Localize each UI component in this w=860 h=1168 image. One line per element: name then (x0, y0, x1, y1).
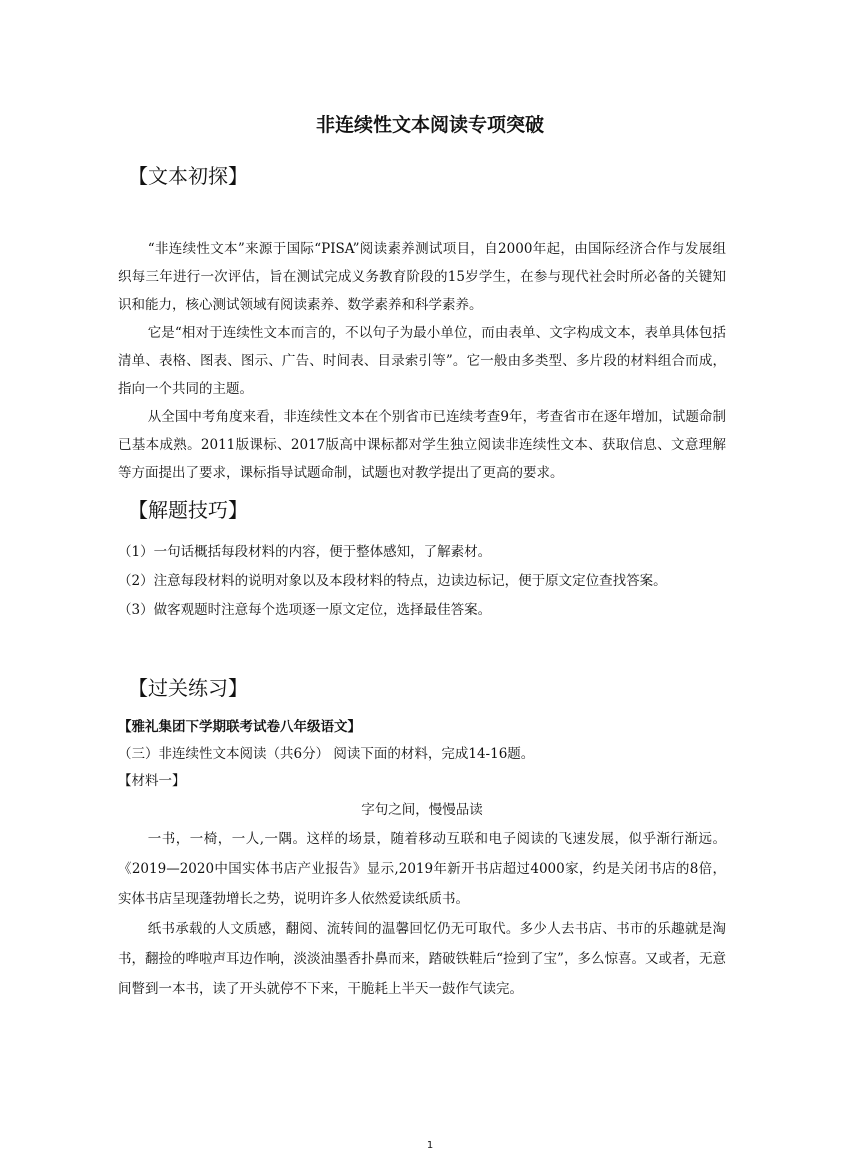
intro-paragraph: 它是“相对于连续性文本而言的，不以句子为最小单位，而由表单、文字构成文本，表单具体包括清单、表格、图表、图示、广告、时间表、目录索引等”。它一般由多类型、多片段的材料组合而成，指向一个共同的主题。 (118, 325, 726, 397)
article-paragraph: 纸书承载的人文质感，翻阅、流转间的温馨回忆仍无可取代。多少人去书店、书市的乐趣就是淘书，翻捡的哗啦声耳边作响，淡淡油墨香扑鼻而来，踏破铁鞋后“捡到了宝”，多么惊喜。又或者，无意间瞥到一本书，读了开头就停不下来，干脆耗上半天一鼓作气读完。 (118, 921, 726, 997)
section-heading-tips: 【解题技巧】 (128, 498, 248, 522)
page-number: 1 (426, 1140, 434, 1151)
intro-paragraph: 从全国中考角度来看，非连续性文本在个别省市已连续考查9年，考查省市在逐年增加，试题命制已基本成熟。2011版课标、2017版高中课标都对学生独立阅读非连续性文本、获取信息、文意理解等方面提出了要求，课标指导试题命制，试题也对教学提出了更高的要求。 (118, 409, 726, 481)
tip-item: （2）注意每段材料的说明对象以及本段材料的特点，边读边标记，便于原文定位查找答案。 (118, 573, 667, 589)
tips-list (118, 538, 738, 625)
section-heading-intro: 【文本初探】 (128, 164, 248, 188)
article-paragraph: 一书，一椅，一人,一隅。这样的场景，随着移动互联和电子阅读的飞速发展，似乎渐行渐远。《2019—2020中国实体书店产业报告》显示,2019年新开书店超过4000家，约是关闭书店的8倍，实体书店呈现蓬勃增长之势，说明许多人依然爱读纸质书。 (118, 831, 726, 907)
intro-section (118, 235, 726, 487)
exam-source: 【雅礼集团下学期联考试卷八年级语文】 (118, 719, 361, 735)
section-heading-practice: 【过关练习】 (128, 676, 248, 700)
material-label: 【材料一】 (118, 773, 186, 789)
intro-paragraph: “非连续性文本”来源于国际“PISA”阅读素养测试项目，自2000年起，由国际经济合作与发展组织每三年进行一次评估，旨在测试完成义务教育阶段的15岁学生，在参与现代社会时所必备的关键知识和能力，核心测试领域有阅读素养、数学素养和科学素养。 (118, 241, 726, 313)
tip-item: （1）一句话概括每段材料的内容，便于整体感知，了解素材。 (118, 544, 492, 560)
practice-section (118, 714, 726, 1004)
tip-item: （3）做客观题时注意每个选项逐一原文定位，选择最佳答案。 (118, 602, 492, 618)
article-title: 字句之间，慢慢品读 (361, 802, 483, 818)
question-intro: （三）非连续性文本阅读（共6分） 阅读下面的材料，完成14-16题。 (118, 746, 535, 762)
page-title: 非连续性文本阅读专项突破 (315, 114, 544, 136)
